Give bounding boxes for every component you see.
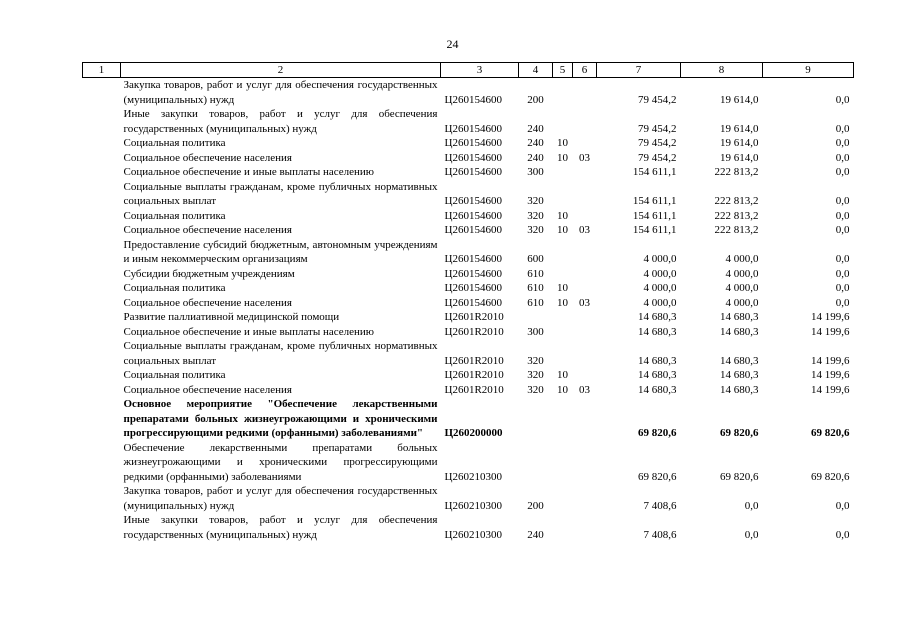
amount-col8-cell: 14 680,3 [720,369,759,381]
expense-type-cell [519,441,553,485]
row-name-cell: Предоставление субсидий бюджетным, автономным учреждениям и иным некоммерческим организациям [123,238,438,265]
table-row [83,151,854,166]
target-article-cell: Ц260154600 [444,195,502,207]
row-name-cell: Иные закупки товаров, работ и услуг для обеспечения государственных (муниципальных) нужд [123,514,438,541]
subsection-cell [573,180,597,209]
amount-col9-cell: 0,0 [835,296,850,309]
expense-type-cell [519,310,553,325]
subsection-cell [573,209,597,224]
amount-col9-cell: 0,0 [835,137,850,149]
row-name-cell: Развитие паллиативной медицинской помощи [123,311,340,323]
expense-type-cell: 200 [527,499,544,512]
amount-col8-cell: 222 813,2 [714,224,759,236]
table-row [83,441,854,485]
amount-col8-cell: 14 680,3 [720,325,759,338]
amount-col7-cell: 14 680,3 [638,383,677,396]
row-spacer-cell [83,383,121,398]
amount-col7-cell: 79 454,2 [638,151,677,164]
budget-table [82,62,854,542]
table-row [83,368,854,383]
subsection-cell [573,484,597,513]
amount-col7-cell: 14 680,3 [638,369,677,381]
expense-type-cell: 240 [527,528,544,541]
section-cell [553,107,573,136]
section-cell: 10 [557,369,568,381]
row-spacer-cell [83,484,121,513]
row-name-cell: Основное мероприятие "Обеспечение лекарственными препаратами больных жизнеугрожающими и хроническими прогрессирующими редкими (орфанными) заболеваниями" [123,398,438,439]
column-header-2: 2 [121,63,441,78]
row-spacer-cell [83,151,121,166]
row-name-cell: Социальная политика [123,369,226,381]
section-cell [553,513,573,542]
subsection-cell [573,136,597,151]
row-name-cell: Социальное обеспечение населения [123,151,292,164]
section-cell: 10 [557,209,568,222]
subsection-cell: 03 [579,383,590,396]
section-cell: 10 [557,383,568,396]
amount-col7-cell: 4 000,0 [643,296,677,309]
amount-col8-cell: 4 000,0 [725,267,759,280]
expense-type-cell: 320 [527,369,544,381]
amount-col8-cell: 0,0 [744,499,759,512]
target-article-cell: Ц260154600 [444,296,502,309]
amount-col9-cell: 0,0 [835,209,850,222]
section-cell [553,180,573,209]
column-header-4: 4 [519,63,553,78]
section-cell: 10 [557,282,568,294]
subsection-cell [573,441,597,485]
amount-col7-cell: 79 454,2 [638,122,677,135]
expense-type-cell: 320 [527,209,544,222]
amount-col7-cell: 14 680,3 [638,325,677,338]
expense-type-cell: 320 [527,383,544,396]
table-row [83,78,854,108]
table-row [83,180,854,209]
section-cell [553,484,573,513]
row-spacer-cell [83,238,121,267]
row-spacer-cell [83,325,121,340]
subsection-cell: 03 [579,296,590,309]
amount-col7-cell: 154 611,1 [632,195,677,207]
subsection-cell [573,238,597,267]
subsection-cell [573,513,597,542]
expense-type-cell: 240 [527,137,544,149]
row-name-cell: Иные закупки товаров, работ и услуг для обеспечения государственных (муниципальных) нужд [123,108,438,135]
subsection-cell [573,368,597,383]
amount-col7-cell: 154 611,1 [632,209,677,222]
expense-type-cell: 300 [527,325,544,338]
column-header-8: 8 [681,63,763,78]
amount-col7-cell: 69 820,6 [638,470,677,483]
row-spacer-cell [83,209,121,224]
amount-col9-cell: 14 199,6 [811,311,850,323]
amount-col8-cell: 19 614,0 [720,122,759,135]
amount-col9-cell: 69 820,6 [811,427,850,439]
amount-col7-cell: 79 454,2 [638,93,677,106]
amount-col8-cell: 222 813,2 [714,166,759,178]
target-article-cell: Ц260154600 [444,253,502,265]
section-cell [553,78,573,108]
amount-col9-cell: 0,0 [835,499,850,512]
table-row [83,107,854,136]
amount-col9-cell: 14 199,6 [811,369,850,381]
target-article-cell: Ц2601R2010 [444,369,504,381]
column-header-1: 1 [83,63,121,78]
row-spacer-cell [83,107,121,136]
amount-col9-cell: 0,0 [835,195,850,207]
target-article-cell: Ц260210300 [444,499,502,512]
column-header-6: 6 [573,63,597,78]
row-name-cell: Социальное обеспечение населения [123,383,292,396]
row-name-cell: Социальная политика [123,282,226,294]
expense-type-cell: 600 [527,253,544,265]
table-row [83,267,854,282]
subsection-cell: 03 [579,151,590,164]
column-header-9: 9 [763,63,854,78]
target-article-cell: Ц260154600 [444,209,502,222]
subsection-cell [573,165,597,180]
page-number: 24 [446,37,459,51]
row-name-cell: Социальное обеспечение и иные выплаты населению [123,166,375,178]
row-name-cell: Социальное обеспечение и иные выплаты населению [123,325,375,338]
expense-type-cell: 300 [527,166,544,178]
section-cell [553,238,573,267]
expense-type-cell: 610 [527,296,544,309]
expense-type-cell: 320 [527,195,544,207]
expense-type-cell: 240 [527,151,544,164]
amount-col9-cell: 69 820,6 [811,470,850,483]
table-row [83,165,854,180]
amount-col8-cell: 0,0 [744,528,759,541]
table-row [83,339,854,368]
amount-col7-cell: 79 454,2 [638,137,677,149]
target-article-cell: Ц2601R2010 [444,354,504,367]
table-row [83,136,854,151]
amount-col8-cell: 19 614,0 [720,151,759,164]
amount-col9-cell: 0,0 [835,267,850,280]
amount-col8-cell: 222 813,2 [714,209,759,222]
table-row [83,296,854,311]
column-header-7: 7 [597,63,681,78]
amount-col9-cell: 0,0 [835,528,850,541]
amount-col8-cell: 19 614,0 [720,93,759,106]
expense-type-cell: 200 [527,93,544,106]
target-article-cell: Ц2601R2010 [444,325,504,338]
amount-col8-cell: 69 820,6 [720,470,759,483]
amount-col9-cell: 14 199,6 [811,354,850,367]
row-name-cell: Социальные выплаты гражданам, кроме публичных нормативных социальных выплат [123,340,438,367]
amount-col9-cell: 0,0 [835,224,850,236]
amount-col9-cell: 0,0 [835,166,850,178]
target-article-cell: Ц260154600 [444,224,502,236]
target-article-cell: Ц260200000 [444,427,503,439]
row-spacer-cell [83,397,121,441]
amount-col7-cell: 14 680,3 [638,311,677,323]
row-name-cell: Обеспечение лекарственными препаратами больных жизнеугрожающими и хроническими прогрессирующими редкими (орфанными) заболеваниями [123,441,438,483]
expense-type-cell: 320 [527,224,544,236]
target-article-cell: Ц260154600 [444,137,502,149]
section-cell: 10 [557,224,568,236]
amount-col8-cell: 14 680,3 [720,383,759,396]
table-row [83,383,854,398]
amount-col9-cell: 0,0 [835,93,850,106]
row-name-cell: Социальное обеспечение населения [123,224,292,236]
row-name-cell: Субсидии бюджетным учреждениям [123,267,295,280]
table-row [83,325,854,340]
row-spacer-cell [83,281,121,296]
subsection-cell: 03 [579,224,590,236]
target-article-cell: Ц260210300 [444,470,502,483]
expense-type-cell: 320 [527,354,544,367]
amount-col9-cell: 0,0 [835,151,850,164]
row-spacer-cell [83,310,121,325]
target-article-cell: Ц260154600 [444,166,502,178]
amount-col8-cell: 4 000,0 [725,253,759,265]
target-article-cell: Ц2601R2010 [444,383,504,396]
row-name-cell: Закупка товаров, работ и услуг для обеспечения государственных (муниципальных) нужд [123,79,438,106]
amount-col7-cell: 154 611,1 [632,166,677,178]
expense-type-cell: 610 [527,267,544,280]
section-cell [553,339,573,368]
amount-col7-cell: 4 000,0 [643,267,677,280]
amount-col9-cell: 14 199,6 [811,383,850,396]
column-header-5: 5 [553,63,573,78]
subsection-cell [573,325,597,340]
expense-type-cell [519,397,553,441]
row-spacer-cell [83,223,121,238]
amount-col8-cell: 19 614,0 [720,137,759,149]
amount-col7-cell: 7 408,6 [643,499,677,512]
target-article-cell: Ц260154600 [444,267,502,280]
table-row [83,209,854,224]
subsection-cell [573,310,597,325]
amount-col8-cell: 14 680,3 [720,311,759,323]
section-cell [553,267,573,282]
subsection-cell [573,107,597,136]
column-header-row [83,63,854,78]
row-spacer-cell [83,165,121,180]
section-cell [553,397,573,441]
table-row [83,310,854,325]
table-row [83,281,854,296]
target-article-cell: Ц260154600 [444,122,502,135]
subsection-cell [573,78,597,108]
row-spacer-cell [83,180,121,209]
amount-col7-cell: 7 408,6 [643,528,677,541]
row-spacer-cell [83,339,121,368]
section-cell [553,325,573,340]
row-name-cell: Закупка товаров, работ и услуг для обеспечения государственных (муниципальных) нужд [123,485,438,512]
row-name-cell: Социальная политика [123,209,226,222]
section-cell [553,165,573,180]
section-cell: 10 [557,296,568,309]
target-article-cell: Ц260154600 [444,151,502,164]
amount-col9-cell: 0,0 [835,253,850,265]
row-spacer-cell [83,78,121,108]
section-cell: 10 [557,137,568,149]
table-row [83,223,854,238]
amount-col7-cell: 14 680,3 [638,354,677,367]
table-row [83,238,854,267]
column-header-3: 3 [441,63,519,78]
table-row [83,484,854,513]
row-spacer-cell [83,368,121,383]
amount-col8-cell: 222 813,2 [714,195,759,207]
section-cell [553,310,573,325]
section-cell: 10 [557,151,568,164]
row-spacer-cell [83,267,121,282]
table-body [83,78,854,543]
row-name-cell: Социальные выплаты гражданам, кроме публичных нормативных социальных выплат [123,180,438,207]
amount-col8-cell: 4 000,0 [725,296,759,309]
amount-col8-cell: 69 820,6 [720,427,759,439]
target-article-cell: Ц2601R2010 [444,311,504,323]
table-row [83,513,854,542]
amount-col7-cell: 154 611,1 [632,224,677,236]
amount-col7-cell: 4 000,0 [643,253,677,265]
amount-col9-cell: 14 199,6 [811,325,850,338]
row-spacer-cell [83,441,121,485]
row-name-cell: Социальное обеспечение населения [123,296,292,309]
subsection-cell [573,281,597,296]
section-cell [553,441,573,485]
target-article-cell: Ц260210300 [444,528,502,541]
row-name-cell: Социальная политика [123,137,226,149]
expense-type-cell: 610 [527,282,544,294]
row-spacer-cell [83,513,121,542]
amount-col9-cell: 0,0 [835,282,850,294]
amount-col9-cell: 0,0 [835,122,850,135]
expense-type-cell: 240 [527,122,544,135]
target-article-cell: Ц260154600 [444,282,502,294]
amount-col7-cell: 69 820,6 [638,427,677,439]
amount-col8-cell: 14 680,3 [720,354,759,367]
row-spacer-cell [83,136,121,151]
subsection-cell [573,397,597,441]
table-row [83,397,854,441]
amount-col7-cell: 4 000,0 [643,282,677,294]
amount-col8-cell: 4 000,0 [725,282,759,294]
subsection-cell [573,267,597,282]
target-article-cell: Ц260154600 [444,93,502,106]
row-spacer-cell [83,296,121,311]
subsection-cell [573,339,597,368]
